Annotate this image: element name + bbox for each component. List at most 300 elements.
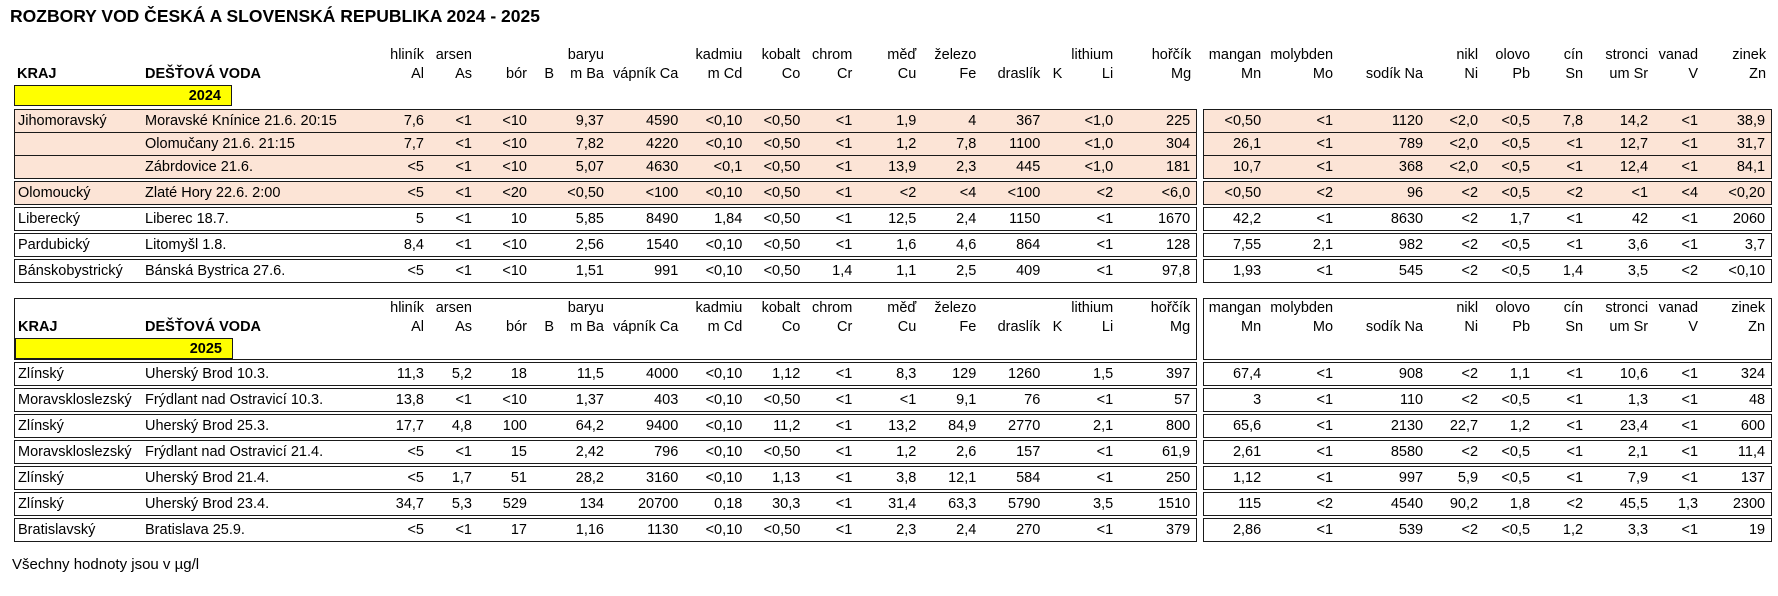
value-cell[interactable]: 1,3 — [1589, 388, 1654, 412]
value-cell[interactable] — [1046, 207, 1068, 231]
value-cell[interactable]: <1 — [430, 155, 478, 179]
value-cell[interactable]: <0,50 — [748, 388, 806, 412]
value-cell[interactable]: 97,8 — [1119, 259, 1197, 283]
value-cell[interactable]: 137 — [1704, 466, 1772, 490]
value-cell[interactable]: <2 — [1429, 440, 1484, 464]
value-cell[interactable]: 1,12 — [1203, 466, 1267, 490]
value-cell[interactable]: <10 — [478, 259, 533, 283]
value-cell[interactable]: 9400 — [610, 414, 684, 438]
value-cell[interactable]: <0,10 — [684, 181, 748, 205]
value-cell[interactable] — [1046, 233, 1068, 257]
kraj-cell[interactable]: Moravskloslezský — [14, 388, 142, 412]
value-cell[interactable]: <1 — [1267, 109, 1339, 132]
value-cell[interactable]: 100 — [478, 414, 533, 438]
value-cell[interactable] — [533, 233, 560, 257]
value-cell[interactable]: 1150 — [982, 207, 1046, 231]
value-cell[interactable]: <1 — [1654, 207, 1704, 231]
value-cell[interactable]: <0,50 — [748, 233, 806, 257]
value-cell[interactable]: 13,8 — [370, 388, 430, 412]
value-cell[interactable]: <1 — [430, 518, 478, 542]
value-cell[interactable]: 4630 — [610, 155, 684, 179]
value-cell[interactable]: 181 — [1119, 155, 1197, 179]
value-cell[interactable] — [533, 155, 560, 179]
value-cell[interactable]: <1 — [1536, 388, 1589, 412]
kraj-cell[interactable]: Olomoucký — [14, 181, 142, 205]
value-cell[interactable]: 789 — [1339, 132, 1429, 155]
value-cell[interactable]: <4 — [1654, 181, 1704, 205]
value-cell[interactable]: <10 — [478, 109, 533, 132]
value-cell[interactable]: 11,4 — [1704, 440, 1772, 464]
value-cell[interactable]: 8580 — [1339, 440, 1429, 464]
value-cell[interactable]: 4220 — [610, 132, 684, 155]
value-cell[interactable]: 129 — [922, 362, 982, 386]
value-cell[interactable]: 600 — [1704, 414, 1772, 438]
value-cell[interactable]: <1 — [1267, 466, 1339, 490]
value-cell[interactable]: <4 — [922, 181, 982, 205]
value-cell[interactable]: 2130 — [1339, 414, 1429, 438]
value-cell[interactable]: 5,3 — [430, 492, 478, 516]
value-cell[interactable]: <1 — [806, 466, 858, 490]
value-cell[interactable] — [533, 259, 560, 283]
kraj-cell[interactable]: Zlínský — [14, 466, 142, 490]
value-cell[interactable]: 2300 — [1704, 492, 1772, 516]
sample-cell[interactable]: Bánská Bystrica 27.6. — [142, 259, 370, 283]
value-cell[interactable]: 26,1 — [1203, 132, 1267, 155]
value-cell[interactable]: 1100 — [982, 132, 1046, 155]
value-cell[interactable]: <0,50 — [1203, 181, 1267, 205]
value-cell[interactable]: 3 — [1203, 388, 1267, 412]
value-cell[interactable]: <0,5 — [1484, 518, 1536, 542]
value-cell[interactable]: 11,3 — [370, 362, 430, 386]
value-cell[interactable] — [533, 109, 560, 132]
value-cell[interactable]: <100 — [982, 181, 1046, 205]
value-cell[interactable]: 1,9 — [858, 109, 922, 132]
sample-cell[interactable]: Uherský Brod 25.3. — [142, 414, 370, 438]
value-cell[interactable]: 2,1 — [1267, 233, 1339, 257]
value-cell[interactable]: 17,7 — [370, 414, 430, 438]
value-cell[interactable]: <2 — [1429, 362, 1484, 386]
value-cell[interactable]: 12,7 — [1589, 132, 1654, 155]
value-cell[interactable]: <1 — [858, 388, 922, 412]
value-cell[interactable]: <2,0 — [1429, 132, 1484, 155]
value-cell[interactable]: <2 — [1536, 492, 1589, 516]
value-cell[interactable]: 84,9 — [922, 414, 982, 438]
value-cell[interactable]: <5 — [370, 518, 430, 542]
value-cell[interactable]: 5,2 — [430, 362, 478, 386]
value-cell[interactable]: <1 — [1654, 155, 1704, 179]
value-cell[interactable]: <0,50 — [748, 259, 806, 283]
kraj-cell[interactable]: Pardubický — [14, 233, 142, 257]
value-cell[interactable]: 1,8 — [1484, 492, 1536, 516]
value-cell[interactable]: 3,5 — [1589, 259, 1654, 283]
value-cell[interactable]: 18 — [478, 362, 533, 386]
value-cell[interactable]: 1,2 — [858, 132, 922, 155]
value-cell[interactable]: 20700 — [610, 492, 684, 516]
value-cell[interactable]: <0,5 — [1484, 181, 1536, 205]
value-cell[interactable] — [533, 492, 560, 516]
value-cell[interactable]: 2,6 — [922, 440, 982, 464]
sample-cell[interactable]: Zábrdovice 21.6. — [142, 155, 370, 179]
value-cell[interactable]: 1,2 — [858, 440, 922, 464]
value-cell[interactable]: <0,10 — [684, 362, 748, 386]
value-cell[interactable]: <5 — [370, 466, 430, 490]
value-cell[interactable]: 1260 — [982, 362, 1046, 386]
value-cell[interactable]: <1 — [806, 207, 858, 231]
value-cell[interactable]: <0,5 — [1484, 388, 1536, 412]
value-cell[interactable]: <1 — [1654, 440, 1704, 464]
value-cell[interactable]: <1 — [430, 181, 478, 205]
value-cell[interactable]: 324 — [1704, 362, 1772, 386]
value-cell[interactable]: <1 — [1536, 466, 1589, 490]
value-cell[interactable]: 3,3 — [1589, 518, 1654, 542]
value-cell[interactable]: 4,8 — [430, 414, 478, 438]
value-cell[interactable]: 982 — [1339, 233, 1429, 257]
value-cell[interactable]: 2,3 — [922, 155, 982, 179]
value-cell[interactable]: 304 — [1119, 132, 1197, 155]
value-cell[interactable]: 34,7 — [370, 492, 430, 516]
value-cell[interactable]: <1 — [806, 181, 858, 205]
value-cell[interactable]: <1 — [1267, 388, 1339, 412]
value-cell[interactable]: <0,50 — [748, 440, 806, 464]
value-cell[interactable]: 11,5 — [560, 362, 610, 386]
value-cell[interactable]: 1,3 — [1654, 492, 1704, 516]
value-cell[interactable]: <1,0 — [1068, 155, 1119, 179]
value-cell[interactable]: 5,85 — [560, 207, 610, 231]
value-cell[interactable]: 23,4 — [1589, 414, 1654, 438]
value-cell[interactable]: <1 — [1654, 132, 1704, 155]
value-cell[interactable]: 8,4 — [370, 233, 430, 257]
value-cell[interactable]: <1 — [806, 440, 858, 464]
value-cell[interactable]: <0,10 — [684, 132, 748, 155]
value-cell[interactable]: <0,10 — [684, 466, 748, 490]
value-cell[interactable]: 7,8 — [1536, 109, 1589, 132]
value-cell[interactable]: <1,0 — [1068, 109, 1119, 132]
value-cell[interactable]: 1,2 — [1484, 414, 1536, 438]
sample-cell[interactable]: Frýdlant nad Ostravicí 21.4. — [142, 440, 370, 464]
year-highlight[interactable]: 2024 — [14, 85, 232, 106]
value-cell[interactable]: <0,50 — [748, 207, 806, 231]
value-cell[interactable]: <2 — [1429, 388, 1484, 412]
sample-cell[interactable]: Uherský Brod 23.4. — [142, 492, 370, 516]
value-cell[interactable]: 379 — [1119, 518, 1197, 542]
value-cell[interactable]: 7,6 — [370, 109, 430, 132]
kraj-cell[interactable]: Bratislavský — [14, 518, 142, 542]
value-cell[interactable]: <1 — [1267, 362, 1339, 386]
value-cell[interactable]: 42,2 — [1203, 207, 1267, 231]
value-cell[interactable]: <1 — [806, 388, 858, 412]
value-cell[interactable] — [1046, 155, 1068, 179]
value-cell[interactable]: 3,7 — [1704, 233, 1772, 257]
value-cell[interactable]: <20 — [478, 181, 533, 205]
value-cell[interactable]: 908 — [1339, 362, 1429, 386]
value-cell[interactable]: 1510 — [1119, 492, 1197, 516]
value-cell[interactable]: <10 — [478, 233, 533, 257]
value-cell[interactable]: <1 — [806, 132, 858, 155]
value-cell[interactable]: <100 — [610, 181, 684, 205]
value-cell[interactable] — [1046, 492, 1068, 516]
value-cell[interactable]: <1 — [430, 259, 478, 283]
value-cell[interactable] — [533, 362, 560, 386]
value-cell[interactable]: <1 — [430, 109, 478, 132]
value-cell[interactable]: 3,5 — [1068, 492, 1119, 516]
value-cell[interactable]: <1 — [1267, 132, 1339, 155]
value-cell[interactable]: <10 — [478, 155, 533, 179]
value-cell[interactable]: <6,0 — [1119, 181, 1197, 205]
value-cell[interactable] — [533, 207, 560, 231]
value-cell[interactable]: 8,3 — [858, 362, 922, 386]
sample-cell[interactable]: Uherský Brod 10.3. — [142, 362, 370, 386]
value-cell[interactable]: <0,5 — [1484, 132, 1536, 155]
value-cell[interactable]: <0,10 — [684, 259, 748, 283]
value-cell[interactable]: 1,7 — [430, 466, 478, 490]
value-cell[interactable]: 1,84 — [684, 207, 748, 231]
value-cell[interactable]: <2 — [858, 181, 922, 205]
value-cell[interactable]: 539 — [1339, 518, 1429, 542]
value-cell[interactable]: <0,10 — [684, 388, 748, 412]
value-cell[interactable]: 1,16 — [560, 518, 610, 542]
value-cell[interactable]: <1 — [430, 207, 478, 231]
value-cell[interactable]: <0,20 — [1704, 181, 1772, 205]
value-cell[interactable]: <1 — [430, 440, 478, 464]
value-cell[interactable]: 51 — [478, 466, 533, 490]
value-cell[interactable]: 13,2 — [858, 414, 922, 438]
value-cell[interactable]: <1 — [1536, 155, 1589, 179]
value-cell[interactable]: 1,1 — [858, 259, 922, 283]
value-cell[interactable]: <1 — [1589, 181, 1654, 205]
value-cell[interactable]: <1 — [1267, 414, 1339, 438]
value-cell[interactable]: <0,5 — [1484, 109, 1536, 132]
value-cell[interactable]: 225 — [1119, 109, 1197, 132]
kraj-cell[interactable]: Zlínský — [14, 492, 142, 516]
value-cell[interactable]: <0,1 — [684, 155, 748, 179]
value-cell[interactable]: 0,18 — [684, 492, 748, 516]
value-cell[interactable]: 1,12 — [748, 362, 806, 386]
value-cell[interactable]: <5 — [370, 155, 430, 179]
value-cell[interactable]: 12,4 — [1589, 155, 1654, 179]
value-cell[interactable] — [1046, 181, 1068, 205]
value-cell[interactable]: 13,9 — [858, 155, 922, 179]
value-cell[interactable]: <0,10 — [684, 109, 748, 132]
value-cell[interactable]: 7,82 — [560, 132, 610, 155]
value-cell[interactable]: 45,5 — [1589, 492, 1654, 516]
value-cell[interactable] — [1046, 466, 1068, 490]
value-cell[interactable]: 397 — [1119, 362, 1197, 386]
value-cell[interactable]: <1 — [430, 233, 478, 257]
value-cell[interactable]: <1 — [1068, 259, 1119, 283]
value-cell[interactable]: <1 — [1654, 233, 1704, 257]
kraj-cell[interactable] — [14, 155, 142, 179]
value-cell[interactable]: 1,6 — [858, 233, 922, 257]
value-cell[interactable]: 1120 — [1339, 109, 1429, 132]
value-cell[interactable]: 19 — [1704, 518, 1772, 542]
value-cell[interactable]: 15 — [478, 440, 533, 464]
value-cell[interactable]: <1 — [1068, 466, 1119, 490]
value-cell[interactable]: <2 — [1654, 259, 1704, 283]
value-cell[interactable]: <0,50 — [748, 155, 806, 179]
value-cell[interactable]: <1 — [806, 362, 858, 386]
value-cell[interactable]: 4000 — [610, 362, 684, 386]
value-cell[interactable]: 28,2 — [560, 466, 610, 490]
value-cell[interactable]: <1 — [806, 155, 858, 179]
value-cell[interactable]: <1 — [806, 518, 858, 542]
sample-cell[interactable]: Liberec 18.7. — [142, 207, 370, 231]
value-cell[interactable]: 110 — [1339, 388, 1429, 412]
value-cell[interactable]: 3,8 — [858, 466, 922, 490]
value-cell[interactable] — [1046, 132, 1068, 155]
value-cell[interactable]: <1 — [806, 492, 858, 516]
value-cell[interactable]: <1 — [1068, 518, 1119, 542]
value-cell[interactable]: <0,50 — [748, 132, 806, 155]
value-cell[interactable] — [1046, 109, 1068, 132]
value-cell[interactable]: 2060 — [1704, 207, 1772, 231]
value-cell[interactable]: 22,7 — [1429, 414, 1484, 438]
value-cell[interactable]: <1 — [1267, 440, 1339, 464]
value-cell[interactable]: 4590 — [610, 109, 684, 132]
value-cell[interactable]: 9,1 — [922, 388, 982, 412]
value-cell[interactable]: <2,0 — [1429, 155, 1484, 179]
sample-cell[interactable]: Moravské Knínice 21.6. 20:15 — [142, 109, 370, 132]
value-cell[interactable] — [1046, 388, 1068, 412]
value-cell[interactable]: 2,5 — [922, 259, 982, 283]
value-cell[interactable]: 5 — [370, 207, 430, 231]
value-cell[interactable] — [533, 388, 560, 412]
value-cell[interactable]: 1,4 — [1536, 259, 1589, 283]
value-cell[interactable]: <1 — [1536, 414, 1589, 438]
value-cell[interactable]: <2 — [1429, 207, 1484, 231]
value-cell[interactable]: <1 — [1654, 466, 1704, 490]
value-cell[interactable]: <0,5 — [1484, 259, 1536, 283]
value-cell[interactable]: 134 — [560, 492, 610, 516]
value-cell[interactable]: <0,10 — [684, 233, 748, 257]
value-cell[interactable]: 545 — [1339, 259, 1429, 283]
value-cell[interactable]: <0,10 — [684, 440, 748, 464]
kraj-cell[interactable] — [14, 132, 142, 155]
value-cell[interactable]: 17 — [478, 518, 533, 542]
value-cell[interactable]: 270 — [982, 518, 1046, 542]
kraj-cell[interactable]: Liberecký — [14, 207, 142, 231]
value-cell[interactable]: 1,13 — [748, 466, 806, 490]
value-cell[interactable]: 445 — [982, 155, 1046, 179]
value-cell[interactable]: 4,6 — [922, 233, 982, 257]
sample-cell[interactable]: Zlaté Hory 22.6. 2:00 — [142, 181, 370, 205]
value-cell[interactable]: 10 — [478, 207, 533, 231]
year-highlight[interactable]: 2025 — [15, 338, 233, 359]
value-cell[interactable]: 1540 — [610, 233, 684, 257]
value-cell[interactable]: 96 — [1339, 181, 1429, 205]
value-cell[interactable]: 90,2 — [1429, 492, 1484, 516]
value-cell[interactable]: <1 — [1654, 362, 1704, 386]
value-cell[interactable]: 11,2 — [748, 414, 806, 438]
value-cell[interactable]: <2 — [1267, 492, 1339, 516]
value-cell[interactable]: <5 — [370, 259, 430, 283]
value-cell[interactable]: 63,3 — [922, 492, 982, 516]
value-cell[interactable]: 796 — [610, 440, 684, 464]
value-cell[interactable]: 368 — [1339, 155, 1429, 179]
value-cell[interactable]: 10,6 — [1589, 362, 1654, 386]
value-cell[interactable]: 9,37 — [560, 109, 610, 132]
value-cell[interactable]: 157 — [982, 440, 1046, 464]
kraj-cell[interactable]: Moravskloslezský — [14, 440, 142, 464]
value-cell[interactable]: 800 — [1119, 414, 1197, 438]
value-cell[interactable]: 991 — [610, 259, 684, 283]
value-cell[interactable]: <0,50 — [748, 518, 806, 542]
value-cell[interactable]: 409 — [982, 259, 1046, 283]
value-cell[interactable]: 48 — [1704, 388, 1772, 412]
value-cell[interactable] — [533, 414, 560, 438]
value-cell[interactable] — [1046, 518, 1068, 542]
value-cell[interactable]: <2 — [1429, 518, 1484, 542]
value-cell[interactable]: <1 — [1068, 207, 1119, 231]
value-cell[interactable]: <1 — [1654, 414, 1704, 438]
value-cell[interactable]: <1 — [806, 233, 858, 257]
value-cell[interactable]: 12,1 — [922, 466, 982, 490]
value-cell[interactable]: 38,9 — [1704, 109, 1772, 132]
value-cell[interactable]: <1 — [806, 414, 858, 438]
value-cell[interactable]: 997 — [1339, 466, 1429, 490]
value-cell[interactable]: 1,1 — [1484, 362, 1536, 386]
value-cell[interactable]: <1 — [806, 109, 858, 132]
value-cell[interactable]: 1,4 — [806, 259, 858, 283]
value-cell[interactable]: <1 — [1654, 388, 1704, 412]
value-cell[interactable]: <2 — [1536, 181, 1589, 205]
value-cell[interactable]: 31,4 — [858, 492, 922, 516]
value-cell[interactable]: <1 — [1068, 233, 1119, 257]
value-cell[interactable] — [1046, 259, 1068, 283]
value-cell[interactable]: 1,93 — [1203, 259, 1267, 283]
value-cell[interactable]: <0,50 — [1203, 109, 1267, 132]
value-cell[interactable]: 76 — [982, 388, 1046, 412]
value-cell[interactable]: 84,1 — [1704, 155, 1772, 179]
value-cell[interactable]: 3,6 — [1589, 233, 1654, 257]
sample-cell[interactable]: Olomučany 21.6. 21:15 — [142, 132, 370, 155]
value-cell[interactable]: <0,10 — [684, 518, 748, 542]
value-cell[interactable]: <1 — [1536, 440, 1589, 464]
value-cell[interactable]: 30,3 — [748, 492, 806, 516]
value-cell[interactable]: 7,8 — [922, 132, 982, 155]
value-cell[interactable]: <1 — [1654, 109, 1704, 132]
value-cell[interactable]: 2,3 — [858, 518, 922, 542]
value-cell[interactable]: 7,9 — [1589, 466, 1654, 490]
value-cell[interactable] — [533, 132, 560, 155]
value-cell[interactable]: 1,51 — [560, 259, 610, 283]
value-cell[interactable]: <10 — [478, 132, 533, 155]
value-cell[interactable] — [533, 440, 560, 464]
value-cell[interactable]: 864 — [982, 233, 1046, 257]
value-cell[interactable]: 2,1 — [1068, 414, 1119, 438]
value-cell[interactable]: <0,5 — [1484, 233, 1536, 257]
value-cell[interactable] — [533, 181, 560, 205]
value-cell[interactable]: 2,61 — [1203, 440, 1267, 464]
value-cell[interactable]: <2 — [1267, 181, 1339, 205]
value-cell[interactable]: <0,5 — [1484, 440, 1536, 464]
value-cell[interactable]: 2,42 — [560, 440, 610, 464]
value-cell[interactable]: 2770 — [982, 414, 1046, 438]
value-cell[interactable]: <1 — [1267, 207, 1339, 231]
value-cell[interactable]: <2 — [1068, 181, 1119, 205]
value-cell[interactable]: 61,9 — [1119, 440, 1197, 464]
value-cell[interactable]: 5,9 — [1429, 466, 1484, 490]
value-cell[interactable]: 2,1 — [1589, 440, 1654, 464]
kraj-cell[interactable]: Bánskobystrický — [14, 259, 142, 283]
value-cell[interactable]: 2,86 — [1203, 518, 1267, 542]
value-cell[interactable]: 115 — [1203, 492, 1267, 516]
value-cell[interactable]: <2 — [1429, 259, 1484, 283]
sample-cell[interactable]: Uherský Brod 21.4. — [142, 466, 370, 490]
value-cell[interactable]: 14,2 — [1589, 109, 1654, 132]
value-cell[interactable]: <1 — [1536, 132, 1589, 155]
kraj-cell[interactable]: Zlínský — [14, 414, 142, 438]
value-cell[interactable]: 128 — [1119, 233, 1197, 257]
